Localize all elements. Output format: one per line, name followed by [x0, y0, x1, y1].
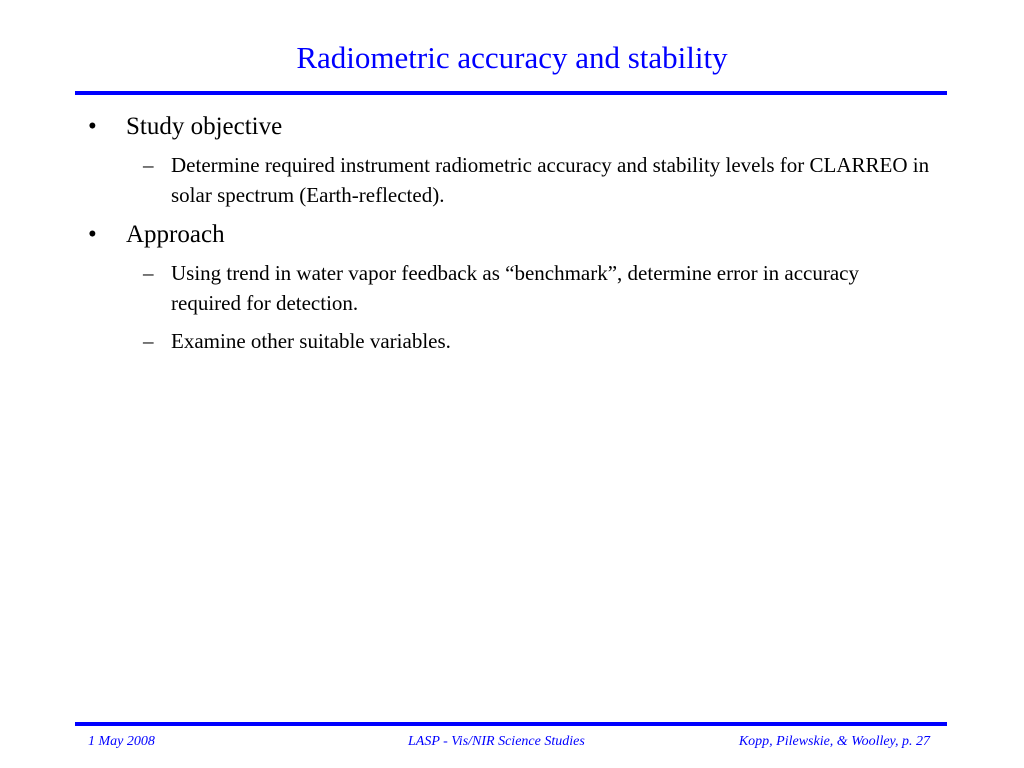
footer-page-credit: Kopp, Pilewskie, & Woolley, p. 27	[738, 734, 930, 749]
sub-bullet-water-vapor: Using trend in water vapor feedback as “benchmark”, determine error in accuracy required for detection.	[171, 261, 859, 315]
bullet-mark: •	[88, 113, 97, 140]
footer-date: 1 May 2008	[88, 734, 155, 749]
sub-bullet-mark: –	[143, 261, 154, 285]
footer-center-title: LASP - Vis/NIR Science Studies	[408, 734, 585, 749]
sub-bullet-determine-accuracy: Determine required instrument radiometric accuracy and stability levels for CLARREO in solar spectrum (Earth-reflected).	[171, 153, 930, 207]
bullet-mark: •	[88, 221, 97, 248]
sub-bullet-mark: –	[143, 153, 154, 177]
slide-title: Radiometric accuracy and stability	[296, 40, 728, 75]
sub-bullet-mark: –	[143, 329, 154, 353]
bullet-study-objective: Study objective	[126, 113, 283, 140]
title-divider	[75, 91, 947, 95]
bullet-approach: Approach	[126, 221, 225, 248]
sub-bullet-other-variables: Examine other suitable variables.	[171, 329, 451, 353]
footer-divider	[75, 722, 947, 726]
